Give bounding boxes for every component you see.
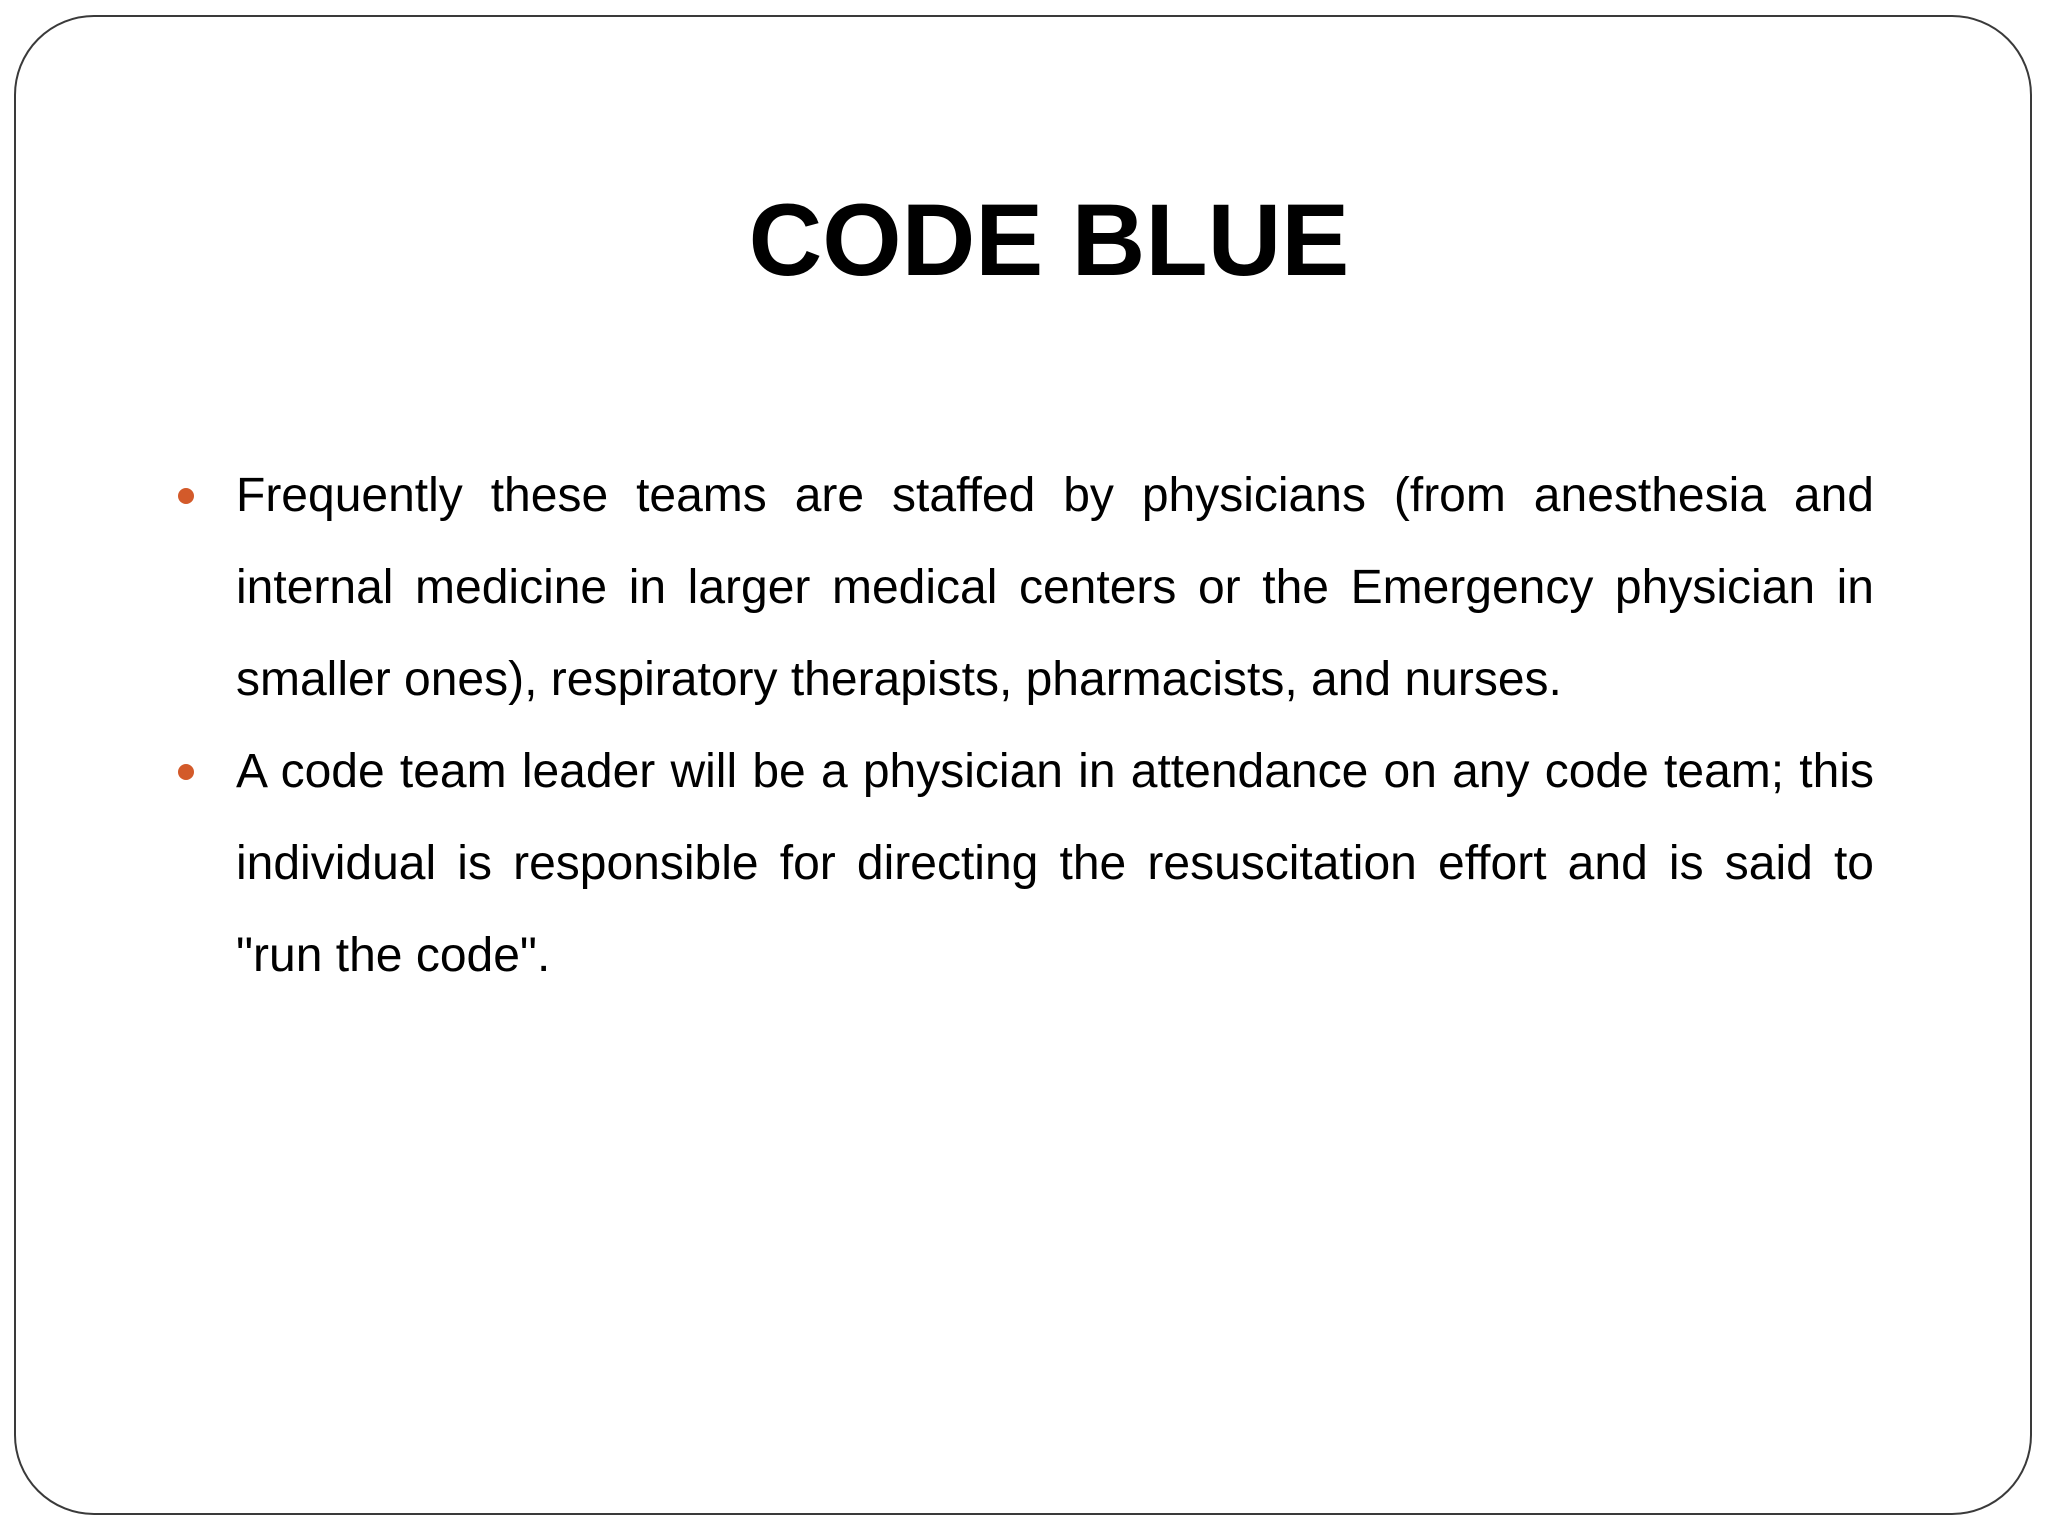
bullet-text: Frequently these teams are staffed by physicians (from anesthesia and internal medicine in larger medical centers or the Emergency physician in smaller ones), respiratory therapists, pharmacists, and nurses. [236,469,1874,706]
slide-title: CODE BLUE [748,183,1350,297]
bullet-text: A code team leader will be a physician in attendance on any code team; this individual is responsible for directing the resuscitation effort and is said to "run the code". [236,745,1874,982]
bullet-dot-icon [178,764,194,780]
bullet-list [236,450,1874,1002]
bullet-dot-icon [178,488,194,504]
bullet-item [236,450,1874,726]
bullet-item [236,726,1874,1002]
